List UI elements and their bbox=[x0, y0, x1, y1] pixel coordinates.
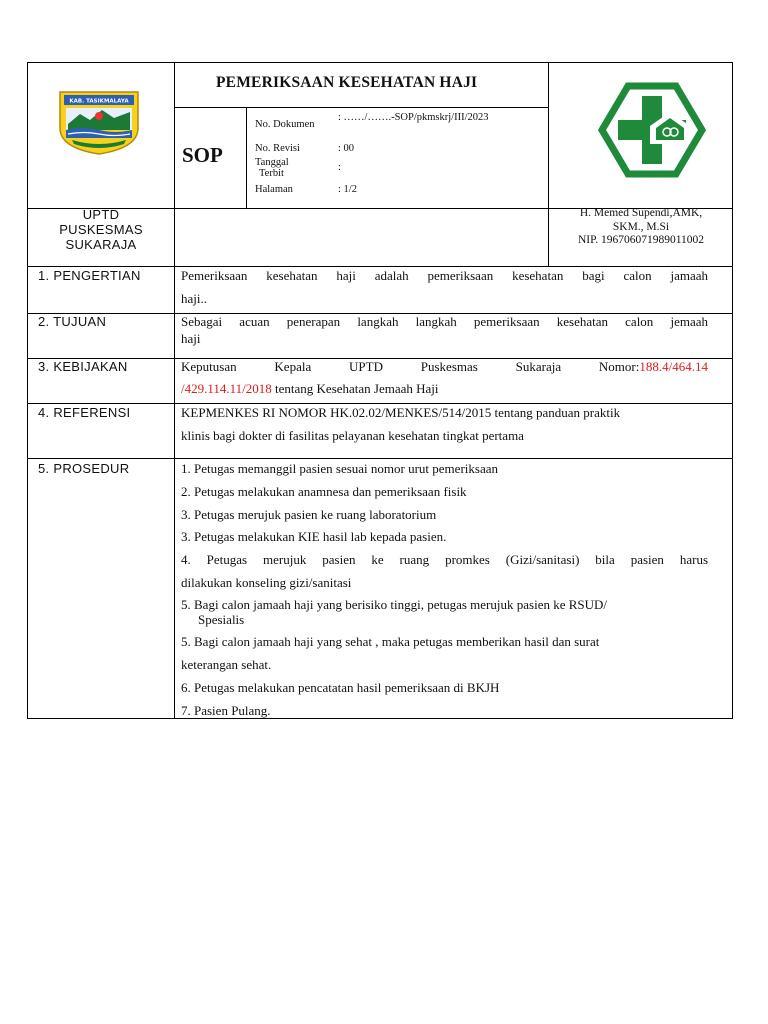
prosedur-step: 3. Petugas melakukan KIE hasil lab kepada pasien. bbox=[181, 529, 447, 544]
kebijakan-word: Sukaraja bbox=[515, 359, 562, 374]
field-label-terbit: Terbit bbox=[259, 168, 284, 179]
kebijakan-word: Keputusan bbox=[181, 359, 237, 374]
kebijakan-nomor-label: Nomor: bbox=[598, 359, 640, 374]
tujuan-line: haji bbox=[181, 331, 201, 346]
kebijakan-rest: tentang Kesehatan Jemaah Haji bbox=[271, 381, 439, 396]
kebijakan-word: Puskesmas bbox=[420, 359, 478, 374]
org-line: SUKARAJA bbox=[65, 237, 137, 252]
document-title: PEMERIKSAAN KESEHATAN HAJI bbox=[216, 74, 478, 91]
field-value-no-dokumen: : ……/…….-SOP/pkmskrj/III/2023 bbox=[338, 112, 489, 123]
prosedur-step: 7. Pasien Pulang. bbox=[181, 703, 271, 718]
kebijakan-line bbox=[181, 381, 439, 397]
field-label-no-revisi: No. Revisi bbox=[255, 143, 300, 154]
svg-text:KAB. TASIKMALAYA: KAB. TASIKMALAYA bbox=[69, 98, 129, 105]
kebijakan-word: UPTD bbox=[349, 359, 383, 374]
signer-degree: SKM., M.Si bbox=[612, 220, 670, 233]
section-label-tujuan: 2. TUJUAN bbox=[38, 314, 107, 329]
pengertian-line: haji.. bbox=[181, 291, 207, 306]
prosedur-step: 4. Petugas merujuk pasien ke ruang promkes (Gizi/sanitasi) bila pasien harus bbox=[181, 552, 708, 567]
kebijakan-nomor bbox=[599, 359, 708, 375]
prosedur-step: 6. Petugas melakukan pencatatan hasil pemeriksaan di BKJH bbox=[181, 680, 500, 695]
prosedur-step: dilakukan konseling gizi/sanitasi bbox=[181, 575, 352, 590]
field-value-no-revisi: : 00 bbox=[338, 143, 355, 154]
prosedur-step: 3. Petugas merujuk pasien ke ruang laboratorium bbox=[181, 507, 437, 522]
org-line: UPTD bbox=[82, 207, 120, 222]
prosedur-step: keterangan sehat. bbox=[181, 657, 272, 672]
section-label-prosedur: 5. PROSEDUR bbox=[38, 461, 130, 476]
section-label-referensi: 4. REFERENSI bbox=[38, 405, 131, 420]
tujuan-line: Sebagai acuan penerapan langkah langkah pemeriksaan kesehatan calon jemaah bbox=[181, 314, 708, 329]
kebijakan-nomor-red: /429.114.11/2018 bbox=[181, 381, 272, 396]
org-name bbox=[28, 207, 174, 252]
prosedur-step: Spesialis bbox=[198, 612, 245, 627]
field-value-halaman: : 1/2 bbox=[338, 184, 357, 195]
prosedur-step: 5. Bagi calon jamaah haji yang sehat , maka petugas memberikan hasil dan surat bbox=[181, 634, 600, 649]
org-line: PUSKESMAS bbox=[59, 222, 143, 237]
prosedur-step: 5. Bagi calon jamaah haji yang berisiko tinggi, petugas merujuk pasien ke RSUD/ bbox=[181, 597, 608, 612]
prosedur-step: 1. Petugas memanggil pasien sesuai nomor urut pemeriksaan bbox=[181, 461, 498, 476]
field-label-halaman: Halaman bbox=[255, 184, 293, 195]
pengertian-line: Pemeriksaan kesehatan haji adalah pemeriksaan kesehatan bagi calon jamaah bbox=[181, 268, 708, 283]
section-label-kebijakan: 3. KEBIJAKAN bbox=[38, 359, 128, 374]
field-label-tanggal: Tanggal bbox=[255, 157, 289, 168]
field-value-tanggal: : bbox=[338, 162, 341, 173]
referensi-line: klinis bagi dokter di fasilitas pelayanan kesehatan tingkat pertama bbox=[181, 428, 524, 443]
kebijakan-nomor-red: 188.4/464.14 bbox=[639, 359, 708, 374]
kebijakan-line bbox=[181, 359, 708, 375]
signer-nip: NIP. 196706071989011002 bbox=[577, 234, 705, 246]
field-label-no-dokumen: No. Dokumen bbox=[255, 119, 315, 130]
referensi-line: KEPMENKES RI NOMOR HK.02.02/MENKES/514/2015 tentang panduan praktik bbox=[181, 405, 621, 420]
signer-name: H. Memed Supendi,AMK, bbox=[579, 207, 703, 219]
kebijakan-word: Kepala bbox=[274, 359, 312, 374]
sop-label: SOP bbox=[182, 143, 223, 167]
puskesmas-logo-icon bbox=[598, 82, 706, 178]
prosedur-step: 2. Petugas melakukan anamnesa dan pemeriksaan fisik bbox=[181, 484, 467, 499]
section-label-pengertian: 1. PENGERTIAN bbox=[38, 268, 141, 283]
kabupaten-emblem-icon bbox=[54, 86, 144, 156]
signer-block bbox=[549, 207, 733, 248]
